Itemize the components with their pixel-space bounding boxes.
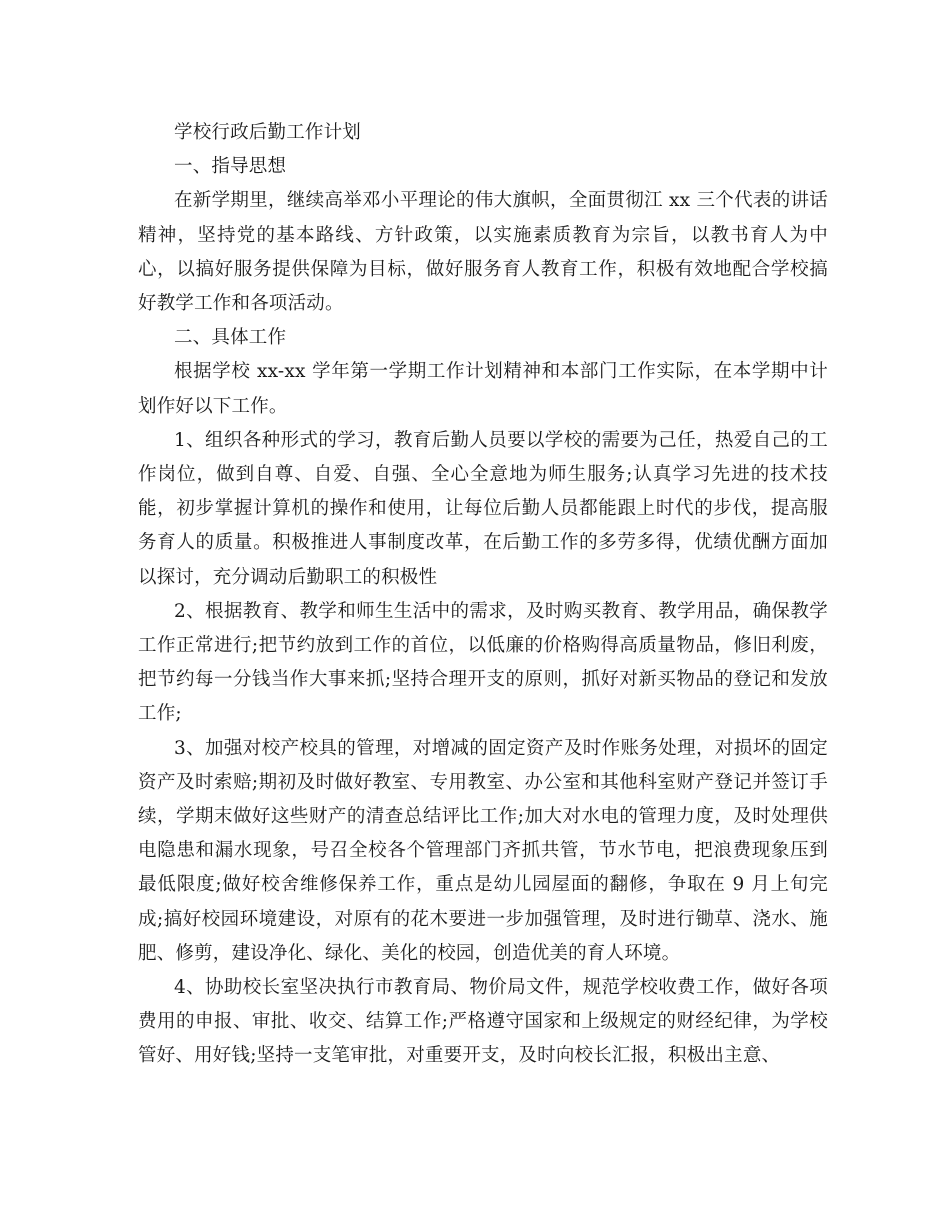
section2-intro: 根据学校 xx-xx 学年第一学期工作计划精神和本部门工作实际，在本学期中计划作好以下工作。 [138, 361, 828, 417]
section2-heading: 二、具体工作 [174, 327, 287, 349]
work-item-4: 4、协助校长室坚决执行市教育局、物价局文件，规范学校收费工作，做好各项费用的申报、审批、收交、结算工作;严格遵守国家和上级规定的财经纪律，为学校管好、用好钱;坚持一支笔审批，对重要开支，及时向校长汇报，积极出主意、 [138, 977, 828, 1067]
document-body [138, 116, 828, 1074]
section1-paragraph: 在新学期里，继续高举邓小平理论的伟大旗帜，全面贯彻江 xx 三个代表的讲话精神，坚持党的基本路线、方针政策，以实施素质教育为宗旨，以教书育人为中心，以搞好服务提供保障为目标，做好服务育人教育工作，积极有效地配合学校搞好教学工作和各项活动。 [138, 190, 828, 315]
document-title: 学校行政后勤工作计划 [174, 122, 362, 143]
work-item-3: 3、加强对校产校具的管理，对增减的固定资产及时作账务处理，对损坏的固定资产及时索赔;期初及时做好教室、专用教室、办公室和其他科室财产登记并签订手续，学期末做好这些财产的清查总结评比工作;加大对水电的管理力度，及时处理供电隐患和漏水现象，号召全校各个管理部门齐抓共管，节水节电，把浪费现象压到最低限度;做好校舍维修保养工作，重点是幼儿园屋面的翻修，争取在 9 月上旬完成;搞好校园环境建设，对原有的花木要进一步加强管理，及时进行锄草、浇水、施肥、修剪，建设净化、绿化、美化的校园，创造优美的育人环境。 [138, 737, 828, 964]
section1-heading: 一、指导思想 [174, 156, 287, 178]
work-item-2: 2、根据教育、教学和师生生活中的需求，及时购买教育、教学用品，确保教学工作正常进行;把节约放到工作的首位，以低廉的价格购得高质量物品，修旧利废，把节约每一分钱当作大事来抓;坚持合理开支的原则，抓好对新买物品的登记和发放工作; [138, 600, 828, 725]
work-item-1: 1、组织各种形式的学习，教育后勤人员要以学校的需要为己任，热爱自己的工作岗位，做到自尊、自爱、自强、全心全意地为师生服务;认真学习先进的技术技能，初步掌握计算机的操作和使用，让每位后勤人员都能跟上时代的步伐，提高服务育人的质量。积极推进人事制度改革，在后勤工作的多劳多得，优绩优酬方面加以探讨，充分调动后勤职工的积极性 [138, 429, 828, 588]
